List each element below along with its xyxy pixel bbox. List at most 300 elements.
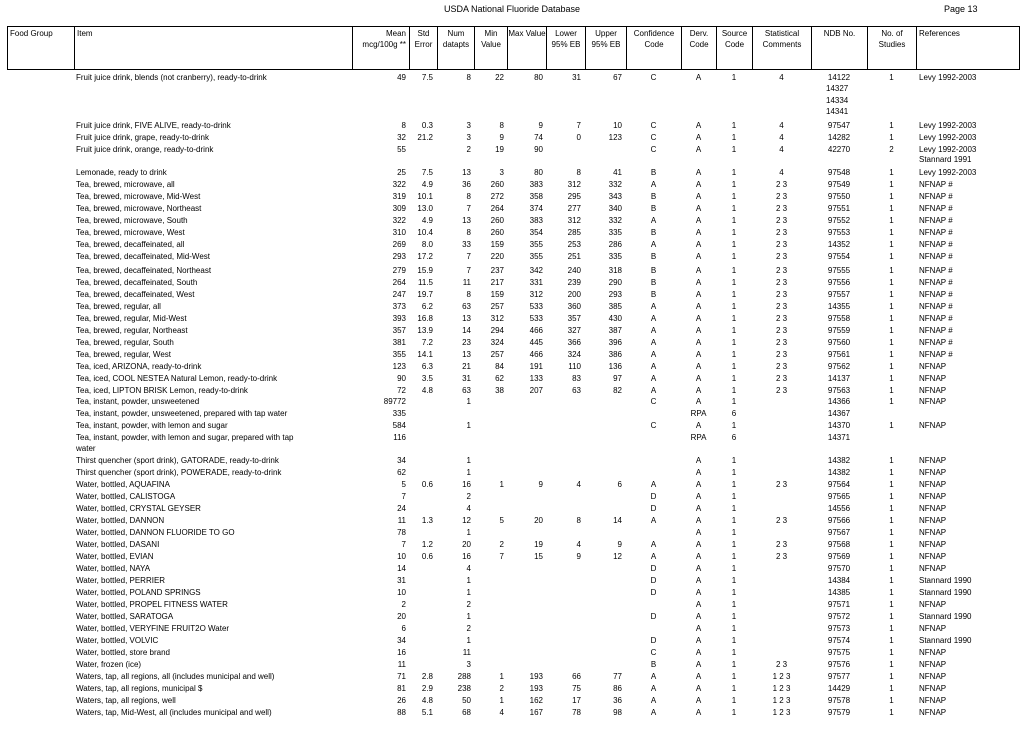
derv-code-cell: A xyxy=(695,266,702,275)
lower-eb-cell: 200 xyxy=(567,290,581,299)
confidence-code-cell: A xyxy=(650,386,657,395)
ndb-no-cell: 97548 xyxy=(827,168,851,177)
references-cell: Levy 1992-2003 xyxy=(919,73,977,82)
num-datapts-cell: 12 xyxy=(462,516,471,525)
upper-eb-cell: 332 xyxy=(608,180,622,189)
source-code-cell: 1 xyxy=(731,362,737,371)
max-value-cell: 207 xyxy=(529,386,543,395)
source-code-cell: 1 xyxy=(731,252,737,261)
source-code-cell: 1 xyxy=(731,350,737,359)
ndb-no-cell: 97555 xyxy=(827,266,851,275)
table-row xyxy=(0,227,1024,238)
mean-cell: 16 xyxy=(397,648,406,657)
upper-eb-cell: 82 xyxy=(613,386,622,395)
references-cell: NFNAP xyxy=(919,684,947,693)
derv-code-cell: A xyxy=(695,386,702,395)
no-of-studies-cell: 1 xyxy=(889,660,894,669)
ndb-no-cell: 14382 xyxy=(827,456,851,465)
num-datapts-cell: 8 xyxy=(466,192,471,201)
mean-cell: 7 xyxy=(401,492,406,501)
upper-eb-cell: 41 xyxy=(613,168,622,177)
statistical-comments-cell: 2 3 xyxy=(775,290,788,299)
derv-code-cell: A xyxy=(695,350,702,359)
mean-cell: 247 xyxy=(392,290,406,299)
source-code-cell: 1 xyxy=(731,133,737,142)
references-cell: NFNAP # xyxy=(919,326,953,335)
mean-cell: 62 xyxy=(397,468,406,477)
item-cell: Water, bottled, store brand xyxy=(76,648,170,657)
upper-eb-cell: 14 xyxy=(613,516,622,525)
confidence-code-cell: C xyxy=(650,145,657,154)
statistical-comments-cell: 2 3 xyxy=(775,374,788,383)
col-food-group: Food Group xyxy=(10,29,53,38)
references-cell: NFNAP xyxy=(919,516,947,525)
confidence-code-cell: A xyxy=(650,540,657,549)
ndb-no-cell: 97574 xyxy=(827,636,851,645)
max-value-cell: 374 xyxy=(529,204,543,213)
source-code-cell: 1 xyxy=(731,168,737,177)
min-value-cell: 3 xyxy=(499,168,504,177)
no-of-studies-cell: 1 xyxy=(889,672,894,681)
ndb-no-cell: 14556 xyxy=(827,504,851,513)
table-row xyxy=(0,191,1024,202)
table-row xyxy=(0,491,1024,502)
ndb-no-cell: 97573 xyxy=(827,624,851,633)
min-value-cell: 159 xyxy=(490,290,504,299)
mean-cell: 322 xyxy=(392,180,406,189)
std-error-cell: 21.2 xyxy=(417,133,433,142)
references-cell: NFNAP xyxy=(919,648,947,657)
lower-eb-cell: 7 xyxy=(576,121,581,130)
mean-cell: 381 xyxy=(392,338,406,347)
reference-extra: Stannard 1991 xyxy=(919,155,972,164)
references-cell: Levy 1992-2003 xyxy=(919,145,977,154)
table-row xyxy=(0,408,1024,419)
confidence-code-cell: D xyxy=(650,636,657,645)
item-cell: Fruit juice drink, orange, ready-to-drink xyxy=(76,145,214,154)
source-code-cell: 1 xyxy=(731,456,737,465)
ndb-no-cell: 97577 xyxy=(827,672,851,681)
table-row xyxy=(0,385,1024,396)
no-of-studies-cell: 1 xyxy=(889,121,894,130)
min-value-cell: 159 xyxy=(490,240,504,249)
table-row xyxy=(0,527,1024,538)
mean-cell: 88 xyxy=(397,708,406,717)
source-code-cell: 1 xyxy=(731,302,737,311)
min-value-cell: 8 xyxy=(499,121,504,130)
num-datapts-cell: 288 xyxy=(457,672,471,681)
col-references: References xyxy=(916,27,1020,69)
derv-code-cell: A xyxy=(695,528,702,537)
mean-cell: 269 xyxy=(392,240,406,249)
no-of-studies-cell: 2 xyxy=(889,145,894,154)
table-row xyxy=(0,551,1024,562)
table-row xyxy=(0,683,1024,694)
min-value-cell: 22 xyxy=(495,73,504,82)
confidence-code-cell: D xyxy=(650,492,657,501)
no-of-studies-cell: 1 xyxy=(889,576,894,585)
num-datapts-cell: 63 xyxy=(462,386,471,395)
max-value-cell: 74 xyxy=(534,133,543,142)
derv-code-cell: A xyxy=(695,374,702,383)
table-row xyxy=(0,179,1024,190)
references-cell: NFNAP # xyxy=(919,216,953,225)
item-cell: Water, bottled, PERRIER xyxy=(76,576,166,585)
col-max-value: Max Value xyxy=(507,27,546,69)
table-row xyxy=(0,132,1024,143)
num-datapts-cell: 13 xyxy=(462,314,471,323)
derv-code-cell: A xyxy=(695,397,702,406)
table-row xyxy=(0,659,1024,670)
table-row xyxy=(0,203,1024,214)
table-row xyxy=(0,239,1024,250)
num-datapts-cell: 11 xyxy=(462,648,471,657)
statistical-comments-cell: 4 xyxy=(779,145,784,154)
derv-code-cell: A xyxy=(695,600,702,609)
no-of-studies-cell: 1 xyxy=(889,350,894,359)
ndb-extra: 14334 xyxy=(826,96,849,105)
max-value-cell: 15 xyxy=(534,552,543,561)
confidence-code-cell: A xyxy=(650,314,657,323)
derv-code-cell: A xyxy=(695,180,702,189)
table-row xyxy=(0,467,1024,478)
lower-eb-cell: 312 xyxy=(567,216,581,225)
std-error-cell: 17.2 xyxy=(417,252,433,261)
source-code-cell: 1 xyxy=(731,468,737,477)
derv-code-cell: A xyxy=(695,504,702,513)
derv-code-cell: A xyxy=(695,326,702,335)
references-cell: NFNAP xyxy=(919,362,947,371)
mean-cell: 32 xyxy=(397,133,406,142)
references-cell: NFNAP xyxy=(919,397,947,406)
source-code-cell: 1 xyxy=(731,266,737,275)
item-cell: Water, bottled, DASANI xyxy=(76,540,160,549)
table-row xyxy=(0,455,1024,466)
lower-eb-cell: 4 xyxy=(576,480,581,489)
std-error-cell: 0.3 xyxy=(421,121,433,130)
lower-eb-cell: 83 xyxy=(572,374,581,383)
item-cell: Water, bottled, AQUAFINA xyxy=(76,480,170,489)
lower-eb-cell: 8 xyxy=(576,516,581,525)
ndb-no-cell: 97562 xyxy=(827,362,851,371)
source-code-cell: 1 xyxy=(731,180,737,189)
max-value-cell: 358 xyxy=(529,192,543,201)
ndb-extra: 14327 xyxy=(826,84,849,93)
num-datapts-cell: 3 xyxy=(466,133,471,142)
std-error-cell: 1.2 xyxy=(421,540,433,549)
std-error-cell: 13.0 xyxy=(417,204,433,213)
table-row xyxy=(0,144,1024,155)
source-code-cell: 1 xyxy=(731,504,737,513)
statistical-comments-cell: 4 xyxy=(779,133,784,142)
derv-code-cell: A xyxy=(695,552,702,561)
references-cell: NFNAP # xyxy=(919,266,953,275)
source-code-cell: 1 xyxy=(731,278,737,287)
num-datapts-cell: 13 xyxy=(462,216,471,225)
no-of-studies-cell: 1 xyxy=(889,338,894,347)
derv-code-cell: A xyxy=(695,672,702,681)
max-value-cell: 533 xyxy=(529,314,543,323)
references-cell: NFNAP xyxy=(919,696,947,705)
lower-eb-cell: 63 xyxy=(572,386,581,395)
std-error-cell: 6.2 xyxy=(421,302,433,311)
lower-eb-cell: 0 xyxy=(576,133,581,142)
num-datapts-cell: 36 xyxy=(462,180,471,189)
ndb-no-cell: 97556 xyxy=(827,278,851,287)
derv-code-cell: A xyxy=(695,492,702,501)
std-error-cell: 0.6 xyxy=(421,552,433,561)
std-error-cell: 8.0 xyxy=(421,240,433,249)
item-cell: Lemonade, ready to drink xyxy=(76,168,167,177)
table-row xyxy=(0,277,1024,288)
ndb-no-cell: 97575 xyxy=(827,648,851,657)
num-datapts-cell: 63 xyxy=(462,302,471,311)
source-code-cell: 1 xyxy=(731,421,737,430)
table-row xyxy=(0,695,1024,706)
num-datapts-cell: 7 xyxy=(466,252,471,261)
references-cell: NFNAP xyxy=(919,468,947,477)
statistical-comments-cell: 2 3 xyxy=(775,480,788,489)
no-of-studies-cell: 1 xyxy=(889,636,894,645)
no-of-studies-cell: 1 xyxy=(889,540,894,549)
upper-eb-cell: 343 xyxy=(608,192,622,201)
min-value-cell: 260 xyxy=(490,216,504,225)
source-code-cell: 1 xyxy=(731,204,737,213)
page-number: Page 13 xyxy=(944,4,978,14)
derv-code-cell: A xyxy=(695,648,702,657)
min-value-cell: 312 xyxy=(490,314,504,323)
mean-cell: 357 xyxy=(392,326,406,335)
ndb-no-cell: 97553 xyxy=(827,228,851,237)
upper-eb-cell: 10 xyxy=(613,121,622,130)
num-datapts-cell: 50 xyxy=(462,696,471,705)
no-of-studies-cell: 1 xyxy=(889,600,894,609)
mean-cell: 24 xyxy=(397,504,406,513)
item-cell: Tea, instant, powder, unsweetened xyxy=(76,397,200,406)
ndb-no-cell: 97571 xyxy=(827,600,851,609)
references-cell: NFNAP # xyxy=(919,204,953,213)
mean-cell: 90 xyxy=(397,374,406,383)
col-source-code: Source Code xyxy=(716,27,752,69)
std-error-cell: 5.1 xyxy=(421,708,433,717)
num-datapts-cell: 8 xyxy=(466,290,471,299)
derv-code-cell: A xyxy=(695,338,702,347)
references-cell: NFNAP # xyxy=(919,302,953,311)
max-value-cell: 20 xyxy=(534,516,543,525)
confidence-code-cell: A xyxy=(650,708,657,717)
min-value-cell: 2 xyxy=(499,540,504,549)
item-cell: Water, bottled, VERYFINE FRUIT2O Water xyxy=(76,624,230,633)
no-of-studies-cell: 1 xyxy=(889,266,894,275)
ndb-no-cell: 97569 xyxy=(827,552,851,561)
table-row xyxy=(0,432,1024,443)
table-row xyxy=(0,563,1024,574)
std-error-cell: 4.8 xyxy=(421,386,433,395)
mean-cell: 8 xyxy=(401,121,406,130)
col-min-value: Min Value xyxy=(474,27,507,69)
source-code-cell: 1 xyxy=(731,528,737,537)
table-row xyxy=(0,623,1024,634)
std-error-cell: 7.2 xyxy=(421,338,433,347)
mean-cell: 20 xyxy=(397,612,406,621)
derv-code-cell: A xyxy=(695,192,702,201)
num-datapts-cell: 1 xyxy=(466,421,471,430)
table-row xyxy=(0,479,1024,490)
mean-cell: 293 xyxy=(392,252,406,261)
col-std-error: Std Error xyxy=(409,27,437,69)
ndb-no-cell: 97566 xyxy=(827,516,851,525)
ndb-extra: 14341 xyxy=(826,107,849,116)
item-cell: Tea, iced, COOL NESTEA Natural Lemon, ready-to-drink xyxy=(76,374,278,383)
references-cell: Stannard 1990 xyxy=(919,636,972,645)
num-datapts-cell: 31 xyxy=(462,374,471,383)
min-value-cell: 1 xyxy=(499,696,504,705)
ndb-no-cell: 97568 xyxy=(827,540,851,549)
source-code-cell: 1 xyxy=(731,648,737,657)
confidence-code-cell: A xyxy=(650,302,657,311)
min-value-cell: 4 xyxy=(499,708,504,717)
derv-code-cell: A xyxy=(695,121,702,130)
table-row xyxy=(0,575,1024,586)
num-datapts-cell: 21 xyxy=(462,362,471,371)
derv-code-cell: RPA xyxy=(690,433,707,442)
no-of-studies-cell: 1 xyxy=(889,421,894,430)
mean-cell: 11 xyxy=(397,516,406,525)
std-error-cell: 7.5 xyxy=(421,168,433,177)
source-code-cell: 1 xyxy=(731,600,737,609)
statistical-comments-cell: 1 2 3 xyxy=(772,684,791,693)
lower-eb-cell: 357 xyxy=(567,314,581,323)
item-cell: Waters, tap, Mid-West, all (includes municipal and well) xyxy=(76,708,272,717)
upper-eb-cell: 335 xyxy=(608,252,622,261)
item-cell: Tea, instant, powder, with lemon and sugar, prepared with tap xyxy=(76,433,294,442)
col-derv-code: Derv. Code xyxy=(681,27,716,69)
derv-code-cell: A xyxy=(695,624,702,633)
mean-cell: 2 xyxy=(401,600,406,609)
max-value-cell: 533 xyxy=(529,302,543,311)
lower-eb-cell: 251 xyxy=(567,252,581,261)
confidence-code-cell: A xyxy=(650,696,657,705)
min-value-cell: 272 xyxy=(490,192,504,201)
confidence-code-cell: B xyxy=(650,290,657,299)
lower-eb-cell: 31 xyxy=(572,73,581,82)
upper-eb-cell: 136 xyxy=(608,362,622,371)
item-cell: Tea, brewed, regular, Northeast xyxy=(76,326,188,335)
lower-eb-cell: 295 xyxy=(567,192,581,201)
item-cell: Tea, brewed, regular, South xyxy=(76,338,174,347)
table-row xyxy=(0,72,1024,83)
confidence-code-cell: C xyxy=(650,133,657,142)
references-cell: NFNAP # xyxy=(919,180,953,189)
item-cell: Tea, brewed, decaffeinated, all xyxy=(76,240,185,249)
upper-eb-cell: 98 xyxy=(613,708,622,717)
references-cell: NFNAP # xyxy=(919,278,953,287)
mean-cell: 123 xyxy=(392,362,406,371)
std-error-cell: 0.6 xyxy=(421,480,433,489)
ndb-no-cell: 14137 xyxy=(827,374,851,383)
no-of-studies-cell: 1 xyxy=(889,192,894,201)
source-code-cell: 1 xyxy=(731,612,737,621)
lower-eb-cell: 75 xyxy=(572,684,581,693)
references-cell: NFNAP xyxy=(919,386,947,395)
max-value-cell: 466 xyxy=(529,350,543,359)
std-error-cell: 4.9 xyxy=(421,180,433,189)
source-code-cell: 1 xyxy=(731,73,737,82)
statistical-comments-cell: 2 3 xyxy=(775,326,788,335)
upper-eb-cell: 9 xyxy=(617,540,622,549)
references-cell: NFNAP # xyxy=(919,314,953,323)
upper-eb-cell: 12 xyxy=(613,552,622,561)
lower-eb-cell: 327 xyxy=(567,326,581,335)
lower-eb-cell: 78 xyxy=(572,708,581,717)
item-cell: Water, bottled, NAYA xyxy=(76,564,151,573)
ndb-no-cell: 14367 xyxy=(827,409,851,418)
confidence-code-cell: A xyxy=(650,516,657,525)
item-cell: Tea, iced, LIPTON BRISK Lemon, ready-to-drink xyxy=(76,386,248,395)
no-of-studies-cell: 1 xyxy=(889,278,894,287)
no-of-studies-cell: 1 xyxy=(889,612,894,621)
std-error-cell: 1.3 xyxy=(421,516,433,525)
min-value-cell: 237 xyxy=(490,266,504,275)
mean-cell: 322 xyxy=(392,216,406,225)
lower-eb-cell: 8 xyxy=(576,168,581,177)
derv-code-cell: A xyxy=(695,204,702,213)
no-of-studies-cell: 1 xyxy=(889,504,894,513)
source-code-cell: 1 xyxy=(731,672,737,681)
max-value-cell: 193 xyxy=(529,684,543,693)
references-cell: Stannard 1990 xyxy=(919,612,972,621)
upper-eb-cell: 318 xyxy=(608,266,622,275)
no-of-studies-cell: 1 xyxy=(889,252,894,261)
item-cell: Tea, instant, powder, with lemon and sugar xyxy=(76,421,228,430)
mean-cell: 31 xyxy=(397,576,406,585)
upper-eb-cell: 385 xyxy=(608,302,622,311)
table-row xyxy=(0,325,1024,336)
references-cell: NFNAP xyxy=(919,492,947,501)
source-code-cell: 6 xyxy=(731,409,737,418)
no-of-studies-cell: 1 xyxy=(889,326,894,335)
mean-cell: 309 xyxy=(392,204,406,213)
table-row xyxy=(0,215,1024,226)
ndb-no-cell: 14282 xyxy=(827,133,851,142)
max-value-cell: 80 xyxy=(534,73,543,82)
derv-code-cell: A xyxy=(695,240,702,249)
source-code-cell: 1 xyxy=(731,684,737,693)
references-cell: NFNAP # xyxy=(919,228,953,237)
upper-eb-cell: 387 xyxy=(608,326,622,335)
references-cell: NFNAP # xyxy=(919,338,953,347)
col-confidence-code: Confidence Code xyxy=(626,27,681,69)
std-error-cell: 7.5 xyxy=(421,73,433,82)
derv-code-cell: A xyxy=(695,302,702,311)
confidence-code-cell: B xyxy=(650,252,657,261)
no-of-studies-cell: 1 xyxy=(889,552,894,561)
ndb-no-cell: 97578 xyxy=(827,696,851,705)
num-datapts-cell: 33 xyxy=(462,240,471,249)
statistical-comments-cell: 4 xyxy=(779,121,784,130)
no-of-studies-cell: 1 xyxy=(889,204,894,213)
ndb-no-cell: 14366 xyxy=(827,397,851,406)
no-of-studies-cell: 1 xyxy=(889,624,894,633)
mean-cell: 584 xyxy=(392,421,406,430)
std-error-cell: 4.9 xyxy=(421,216,433,225)
lower-eb-cell: 17 xyxy=(572,696,581,705)
derv-code-cell: A xyxy=(695,588,702,597)
ndb-no-cell: 97551 xyxy=(827,204,851,213)
col-lower-eb: Lower 95% EB xyxy=(546,27,585,69)
confidence-code-cell: C xyxy=(650,421,657,430)
references-cell: NFNAP # xyxy=(919,192,953,201)
